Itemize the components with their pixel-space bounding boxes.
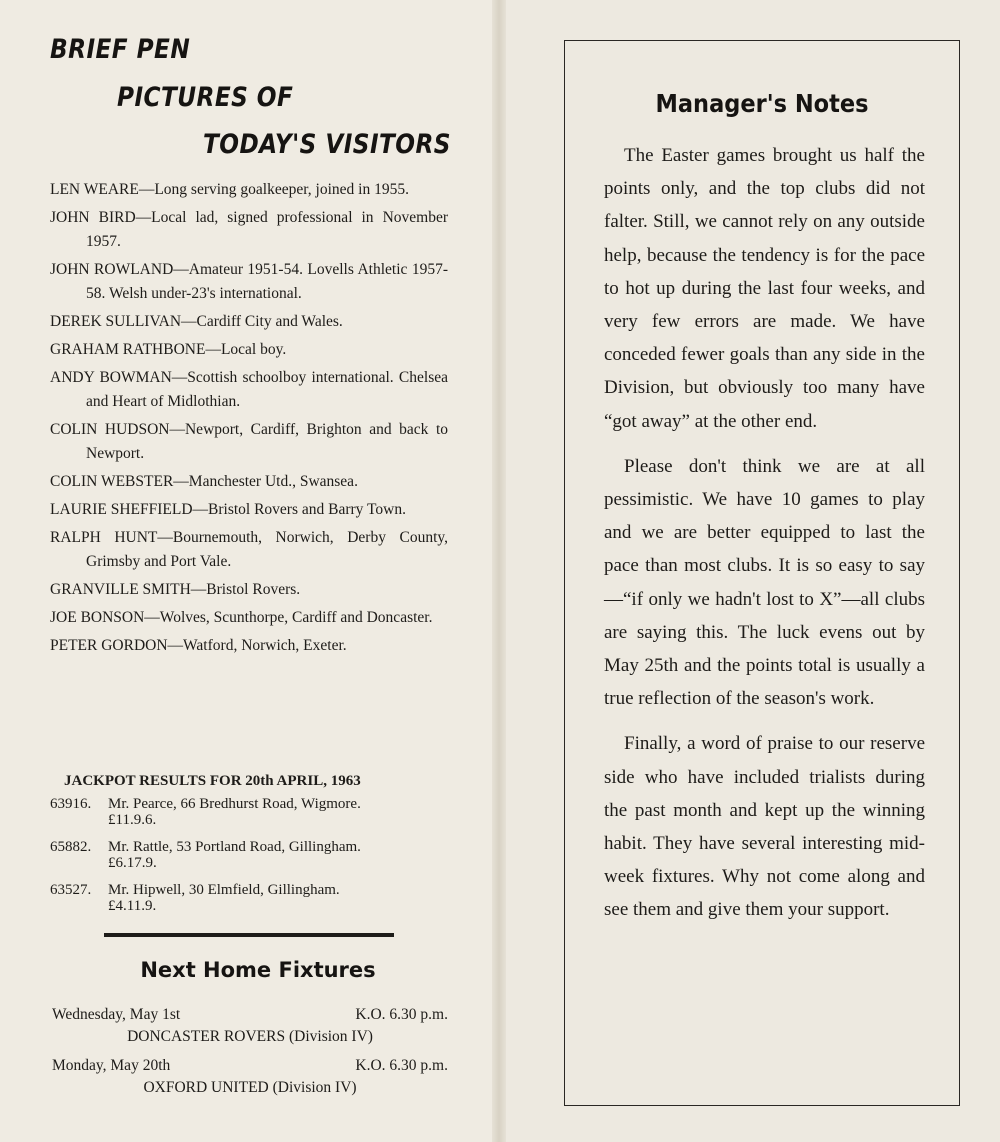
fixture-date: Monday, May 20th	[52, 1057, 171, 1074]
prize-amount: £6.17.9.	[108, 855, 157, 871]
fixture-item	[52, 1055, 448, 1099]
ticket-number: 63527.	[50, 882, 92, 898]
fixture-kickoff: K.O. 6.30 p.m.	[355, 1057, 448, 1074]
fixture-opponent: DONCASTER ROVERS (Division IV)	[127, 1028, 373, 1045]
player-entry: JOHN BIRD—Local lad, signed professional in November 1957.	[50, 209, 448, 250]
heading-line-1: BRIEF PEN	[50, 34, 191, 65]
ticket-number: 63916.	[50, 796, 92, 812]
jackpot-result	[50, 882, 450, 914]
jackpot-result	[50, 796, 450, 828]
player-entry: DEREK SULLIVAN—Cardiff City and Wales.	[50, 313, 343, 330]
player-entry: COLIN WEBSTER—Manchester Utd., Swansea.	[50, 473, 358, 490]
player-entry: GRANVILLE SMITH—Bristol Rovers.	[50, 581, 301, 598]
prize-amount: £11.9.6.	[108, 812, 157, 828]
heading-line-3: TODAY'S VISITORS	[203, 129, 451, 160]
notes-paragraph: The Easter games brought us half the points only, and the top clubs did not falter. Still, we cannot rely on any outside help, because the tendency is for the pace to hot up during the last four weeks, and very few errors are made. We have conceded fewer goals than any side in the Division, but obviously too many have “got away” at the other end.	[604, 145, 925, 432]
jackpot-results	[50, 796, 450, 925]
fixture-opponent: OXFORD UNITED (Division IV)	[143, 1079, 357, 1096]
notes-paragraph: Please don't think we are at all pessimistic. We have 10 games to play and we are better equipped to last the pace than most clubs. It is so easy to say—“if only we hadn't lost to X”—all clubs are saying this. The luck evens out by May 25th and the points total is usually a true reflection of the season's work.	[604, 455, 925, 710]
managers-notes-title: Manager's Notes	[655, 89, 869, 118]
page-fold	[492, 0, 506, 1142]
jackpot-result	[50, 839, 450, 871]
section-divider	[104, 933, 394, 937]
managers-notes-box	[564, 40, 960, 1106]
player-entry: LAURIE SHEFFIELD—Bristol Rovers and Barry Town.	[50, 501, 406, 518]
fixtures-title: Next Home Fixtures	[140, 958, 376, 982]
left-page	[0, 0, 498, 1142]
winner-name: Mr. Rattle, 53 Portland Road, Gillingham.	[108, 839, 361, 855]
winner-name: Mr. Pearce, 66 Bredhurst Road, Wigmore.	[108, 796, 361, 812]
fixture-kickoff: K.O. 6.30 p.m.	[355, 1006, 448, 1023]
player-entry: ANDY BOWMAN—Scottish schoolboy international. Chelsea and Heart of Midlothian.	[50, 369, 448, 410]
player-entry: LEN WEARE—Long serving goalkeeper, joined in 1955.	[50, 181, 409, 198]
player-entry: PETER GORDON—Watford, Norwich, Exeter.	[50, 637, 347, 654]
player-entry: GRAHAM RATHBONE—Local boy.	[50, 341, 287, 358]
player-list	[50, 178, 448, 662]
winner-name: Mr. Hipwell, 30 Elmfield, Gillingham.	[108, 882, 340, 898]
player-entry: JOE BONSON—Wolves, Scunthorpe, Cardiff and Doncaster.	[50, 609, 433, 626]
jackpot-title: JACKPOT RESULTS FOR 20th APRIL, 1963	[64, 773, 361, 789]
player-entry: RALPH HUNT—Bournemouth, Norwich, Derby County, Grimsby and Port Vale.	[50, 529, 448, 570]
ticket-number: 65882.	[50, 839, 92, 855]
player-entry: COLIN HUDSON—Newport, Cardiff, Brighton and back to Newport.	[50, 421, 448, 462]
fixture-item	[52, 1004, 448, 1048]
prize-amount: £4.11.9.	[108, 898, 157, 914]
managers-notes-body	[604, 139, 925, 939]
heading-line-2: PICTURES OF	[117, 82, 294, 113]
player-entry: JOHN ROWLAND—Amateur 1951-54. Lovells Athletic 1957-58. Welsh under-23's international.	[50, 261, 448, 302]
notes-paragraph: Finally, a word of praise to our reserve side who have included trialists during the past month and kept up the winning habit. They have several interesting mid-week fixtures. Why not come along and see them and give them your support.	[604, 733, 925, 921]
fixture-date: Wednesday, May 1st	[52, 1006, 181, 1023]
